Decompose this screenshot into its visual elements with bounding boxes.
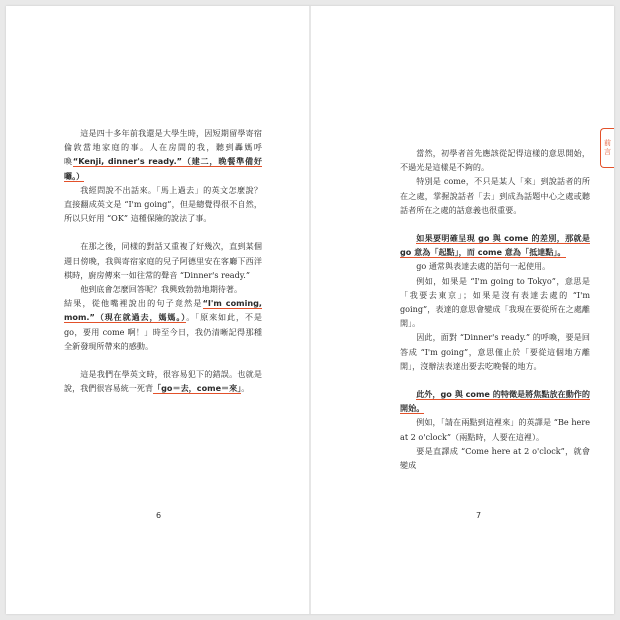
paragraph-gap — [64, 353, 262, 367]
right-p7-highlight: 此外，go 與 come 的特徵是將焦點放在動作的開始。 — [400, 389, 590, 414]
right-page-number: 7 — [476, 511, 482, 520]
left-paragraph-1 — [64, 126, 262, 183]
left-p6-a: 這是我們在學英文時，很容易犯下的錯誤。也就是說，我們很容易統一死背 — [64, 369, 262, 394]
right-paragraph-5: 例如，如果是 “I'm going to Tokyo”，意思是「我要去東京」；如果是沒有表達去處的 “I'm going”，表達的意思會變成「我現在要從所在之處離開」。 — [400, 275, 590, 329]
left-p5-c: 時至今日，我仍清晰記得那種全新發現所帶來的感動。 — [64, 326, 262, 351]
right-paragraph-9: 要是直譯成 “Come here at 2 o'clock”，就會變成 — [400, 445, 590, 471]
right-paragraph-2: 特別是 come，不只是某人「來」到說話者的所在之處，掌握說話者「去」到成為話題中心之處或聽話者所在之處的話意義也很重要。 — [400, 176, 590, 215]
left-p5-a: 結果，從他嘴裡說出的句子竟然是 — [64, 298, 203, 309]
left-text-column — [64, 126, 262, 395]
right-paragraph-4: go 通常與表達去處的語句一起使用。 — [416, 261, 551, 272]
left-p1-line2: 寄宿倫敦當地家庭的事。人在房間的我，聽到轟媽呼 — [64, 128, 262, 153]
left-page-number: 6 — [156, 511, 162, 520]
left-paragraph-2: 我經問說不出話來。「馬上過去」的英文怎麼說？直接翻成英文是 “I'm going”，但是總覺得很不自然，所以只好用 “OK” 這種保險的說法了事。 — [64, 184, 262, 224]
paragraph-gap — [400, 373, 590, 387]
left-paragraph-3: 在那之後，同樣的對話又重複了好幾次，直到某個週日傍晚，我與寄宿家庭的兒子阿德里安在客廳下西洋棋時，廚房傳來一如往常的聲音 “Dinner's ready.” — [64, 241, 262, 280]
left-p1-highlight: “Kenji, dinner's ready.”（建二，晚餐準備好囉。） — [64, 156, 262, 181]
left-p6-highlight: 「go＝去，come＝來」 — [153, 383, 242, 394]
thumb-index-label: 前言 — [603, 139, 612, 157]
left-p1-line1: 這是四十多年前我還是大學生時，因短期留學 — [80, 128, 246, 138]
right-paragraph-7 — [400, 387, 590, 415]
paragraph-gap — [400, 217, 590, 231]
book-spread — [6, 6, 614, 614]
right-paragraph-3 — [400, 231, 590, 259]
left-p6-b: 。 — [241, 383, 250, 394]
right-paragraph-8: 例如，「請在兩點到這裡來」的英譯是 “Be here at 2 o'clock”（兩點時，人要在這裡）。 — [400, 417, 590, 442]
right-page — [310, 6, 614, 614]
left-p5-b: 。「原來如此，不是 go，要用 come 啊！」 — [64, 312, 262, 337]
left-p1-line3-pre: 喚 — [64, 156, 73, 167]
paragraph-gap — [64, 225, 262, 239]
left-page — [6, 6, 310, 614]
left-paragraph-6 — [64, 367, 262, 395]
right-text-column — [400, 146, 590, 472]
right-paragraph-6: 因此，面對 “Dinner's ready.” 的呼喚，要是回答成 “I'm going”，意思僅止於「要從這個地方離開」，沒辦法表達出要去吃晚餐的地方。 — [400, 332, 590, 371]
thumb-index-tab — [600, 128, 614, 168]
left-p5-highlight: “I'm coming, mom.”（現在就過去，媽媽。） — [64, 298, 262, 323]
left-paragraph-4: 他到底會怎麼回答呢？我興致勃勃地期待著。 — [80, 284, 243, 295]
left-paragraph-5 — [64, 296, 262, 353]
right-p3-highlight: 如果要明確呈現 go 與 come 的差別，那就是 go 意為「起點」，而 come 意為「抵達點」。 — [400, 233, 590, 258]
right-paragraph-1: 當然，初學者首先應該從記得這樣的意思開始，不過光是這樣是不夠的。 — [400, 148, 590, 173]
